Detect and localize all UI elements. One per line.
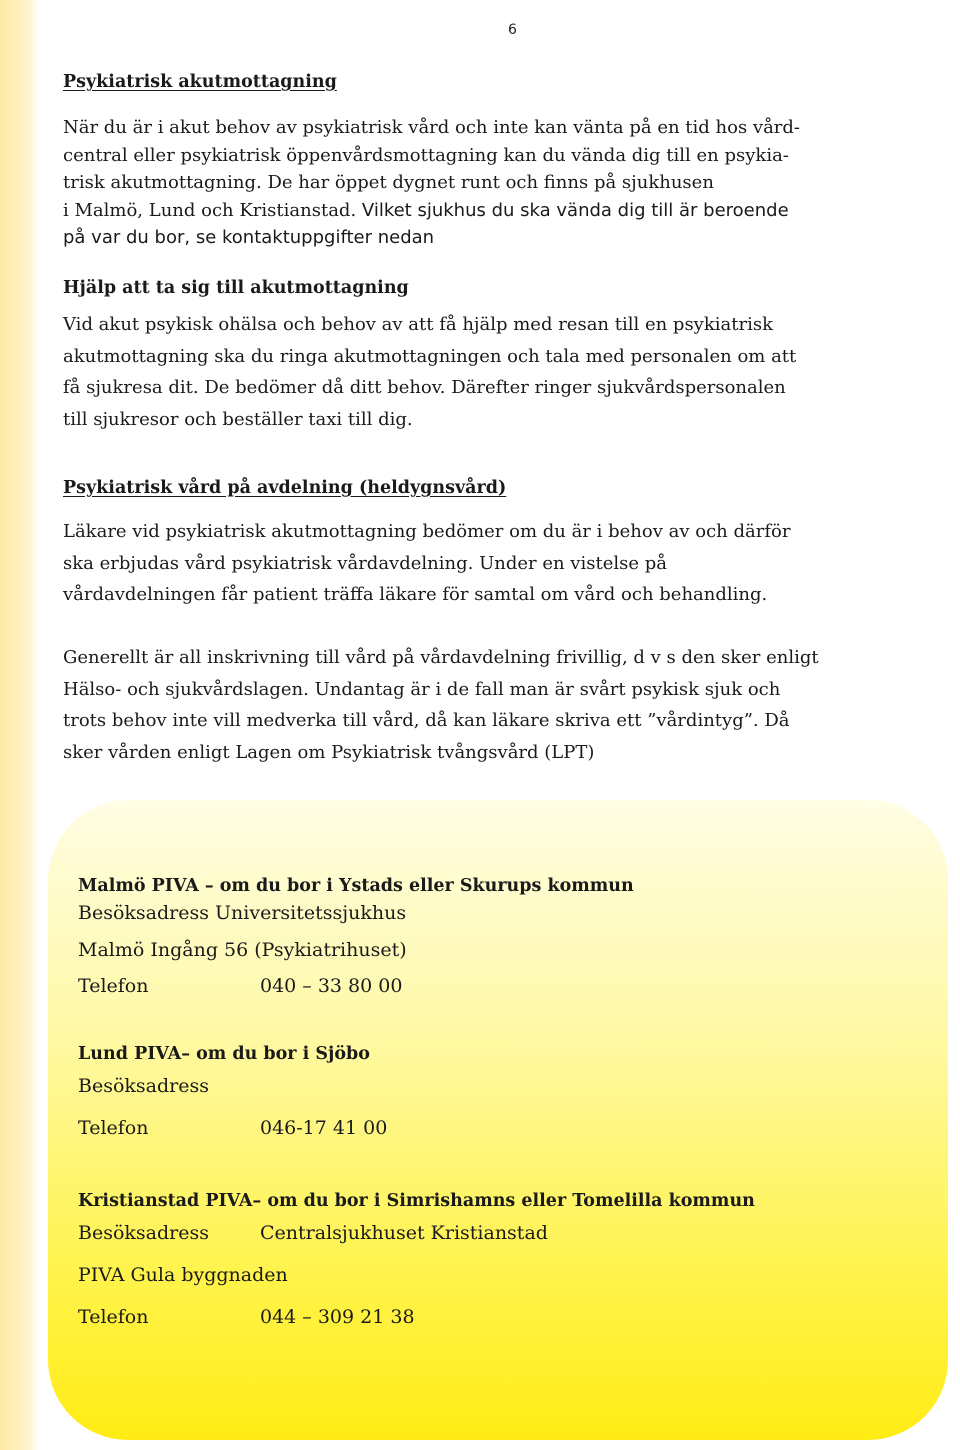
section-heading-hjalp: Hjälp att ta sig till akutmottagning [63,278,409,298]
contact-phone-malmo: 040 – 33 80 00 [260,975,403,997]
contact-info-box [48,800,948,1440]
contact-address-malmo: Besöksadress Universitetssjukhus [78,902,407,924]
contact-phone-lund: 046-17 41 00 [260,1117,388,1139]
text-line: Vid akut psykisk ohälsa och behov av att få hjälp med resan till en psykiatrisk [63,314,773,335]
decorative-side-bar [0,0,38,1450]
contact-address2-kristianstad: PIVA Gula byggnaden [78,1264,288,1286]
text-line: Hälso- och sjukvårdslagen. Undantag är i de fall man är svårt psykisk sjuk och [63,678,781,700]
text-line: vårdavdelningen får patient träffa läkare för samtal om vård och behandling. [63,584,768,605]
text-line [63,197,800,225]
text-line: på var du bor, se kontaktuppgifter nedan [63,227,435,248]
contact-phone-label-lund: Telefon [78,1117,149,1139]
contact-phone-kristianstad: 044 – 309 21 38 [260,1306,415,1328]
page-number: 6 [508,22,517,38]
section-heading-akutmottagning: Psykiatrisk akutmottagning [63,72,337,92]
contact-phone-label-kristianstad: Telefon [78,1306,149,1328]
text-line: sker vården enligt Lagen om Psykiatrisk tvångsvård (LPT) [63,741,595,763]
paragraph-akutmottagning [63,114,800,252]
text-line: Läkare vid psykiatrisk akutmottagning bedömer om du är i behov av och därför [63,521,791,542]
contact-title-lund: Lund PIVA– om du bor i Sjöbo [78,1044,370,1064]
contact-title-malmo: Malmö PIVA – om du bor i Ystads eller Skurups kommun [78,876,634,896]
section-heading-avdelning: Psykiatrisk vård på avdelning (heldygnsvård) [63,478,507,498]
contact-address-label-kristianstad: Besöksadress [78,1222,209,1244]
text-line: till sjukresor och beställer taxi till dig. [63,408,413,430]
contact-address-label-lund: Besöksadress [78,1075,209,1097]
text-line: När du är i akut behov av psykiatrisk vård och inte kan vänta på en tid hos vård- [63,117,801,138]
text-line: få sjukresa dit. De bedömer då ditt behov. Därefter ringer sjukvårdspersonalen [63,377,786,398]
text-line: central eller psykiatrisk öppenvårdsmottagning kan du vända dig till en psykia- [63,144,789,166]
paragraph-avdelning-1 [63,516,790,611]
text-line: akutmottagning ska du ringa akutmottagningen och tala med personalen om att [63,345,797,367]
text-fragment: i Malmö, Lund och Kristianstad. [63,199,357,221]
contact-address-kristianstad: Centralsjukhuset Kristianstad [260,1222,548,1244]
contact-address2-malmo: Malmö Ingång 56 (Psykiatrihuset) [78,939,407,961]
contact-title-kristianstad: Kristianstad PIVA– om du bor i Simrishamns eller Tomelilla kommun [78,1191,755,1211]
text-fragment-sans: Vilket sjukhus du ska vända dig till är beroende [361,199,789,221]
text-line: ska erbjudas vård psykiatrisk vårdavdelning. Under en vistelse på [63,552,667,574]
text-line: trots behov inte vill medverka till vård, då kan läkare skriva ett ”vårdintyg”. Då [63,710,790,731]
text-line: Generellt är all inskrivning till vård på vårdavdelning frivillig, d v s den sker enligt [63,647,819,668]
paragraph-avdelning-2 [63,642,819,768]
paragraph-hjalp [63,309,796,435]
text-line: trisk akutmottagning. De har öppet dygnet runt och finns på sjukhusen [63,172,714,193]
contact-phone-label-malmo: Telefon [78,975,149,997]
